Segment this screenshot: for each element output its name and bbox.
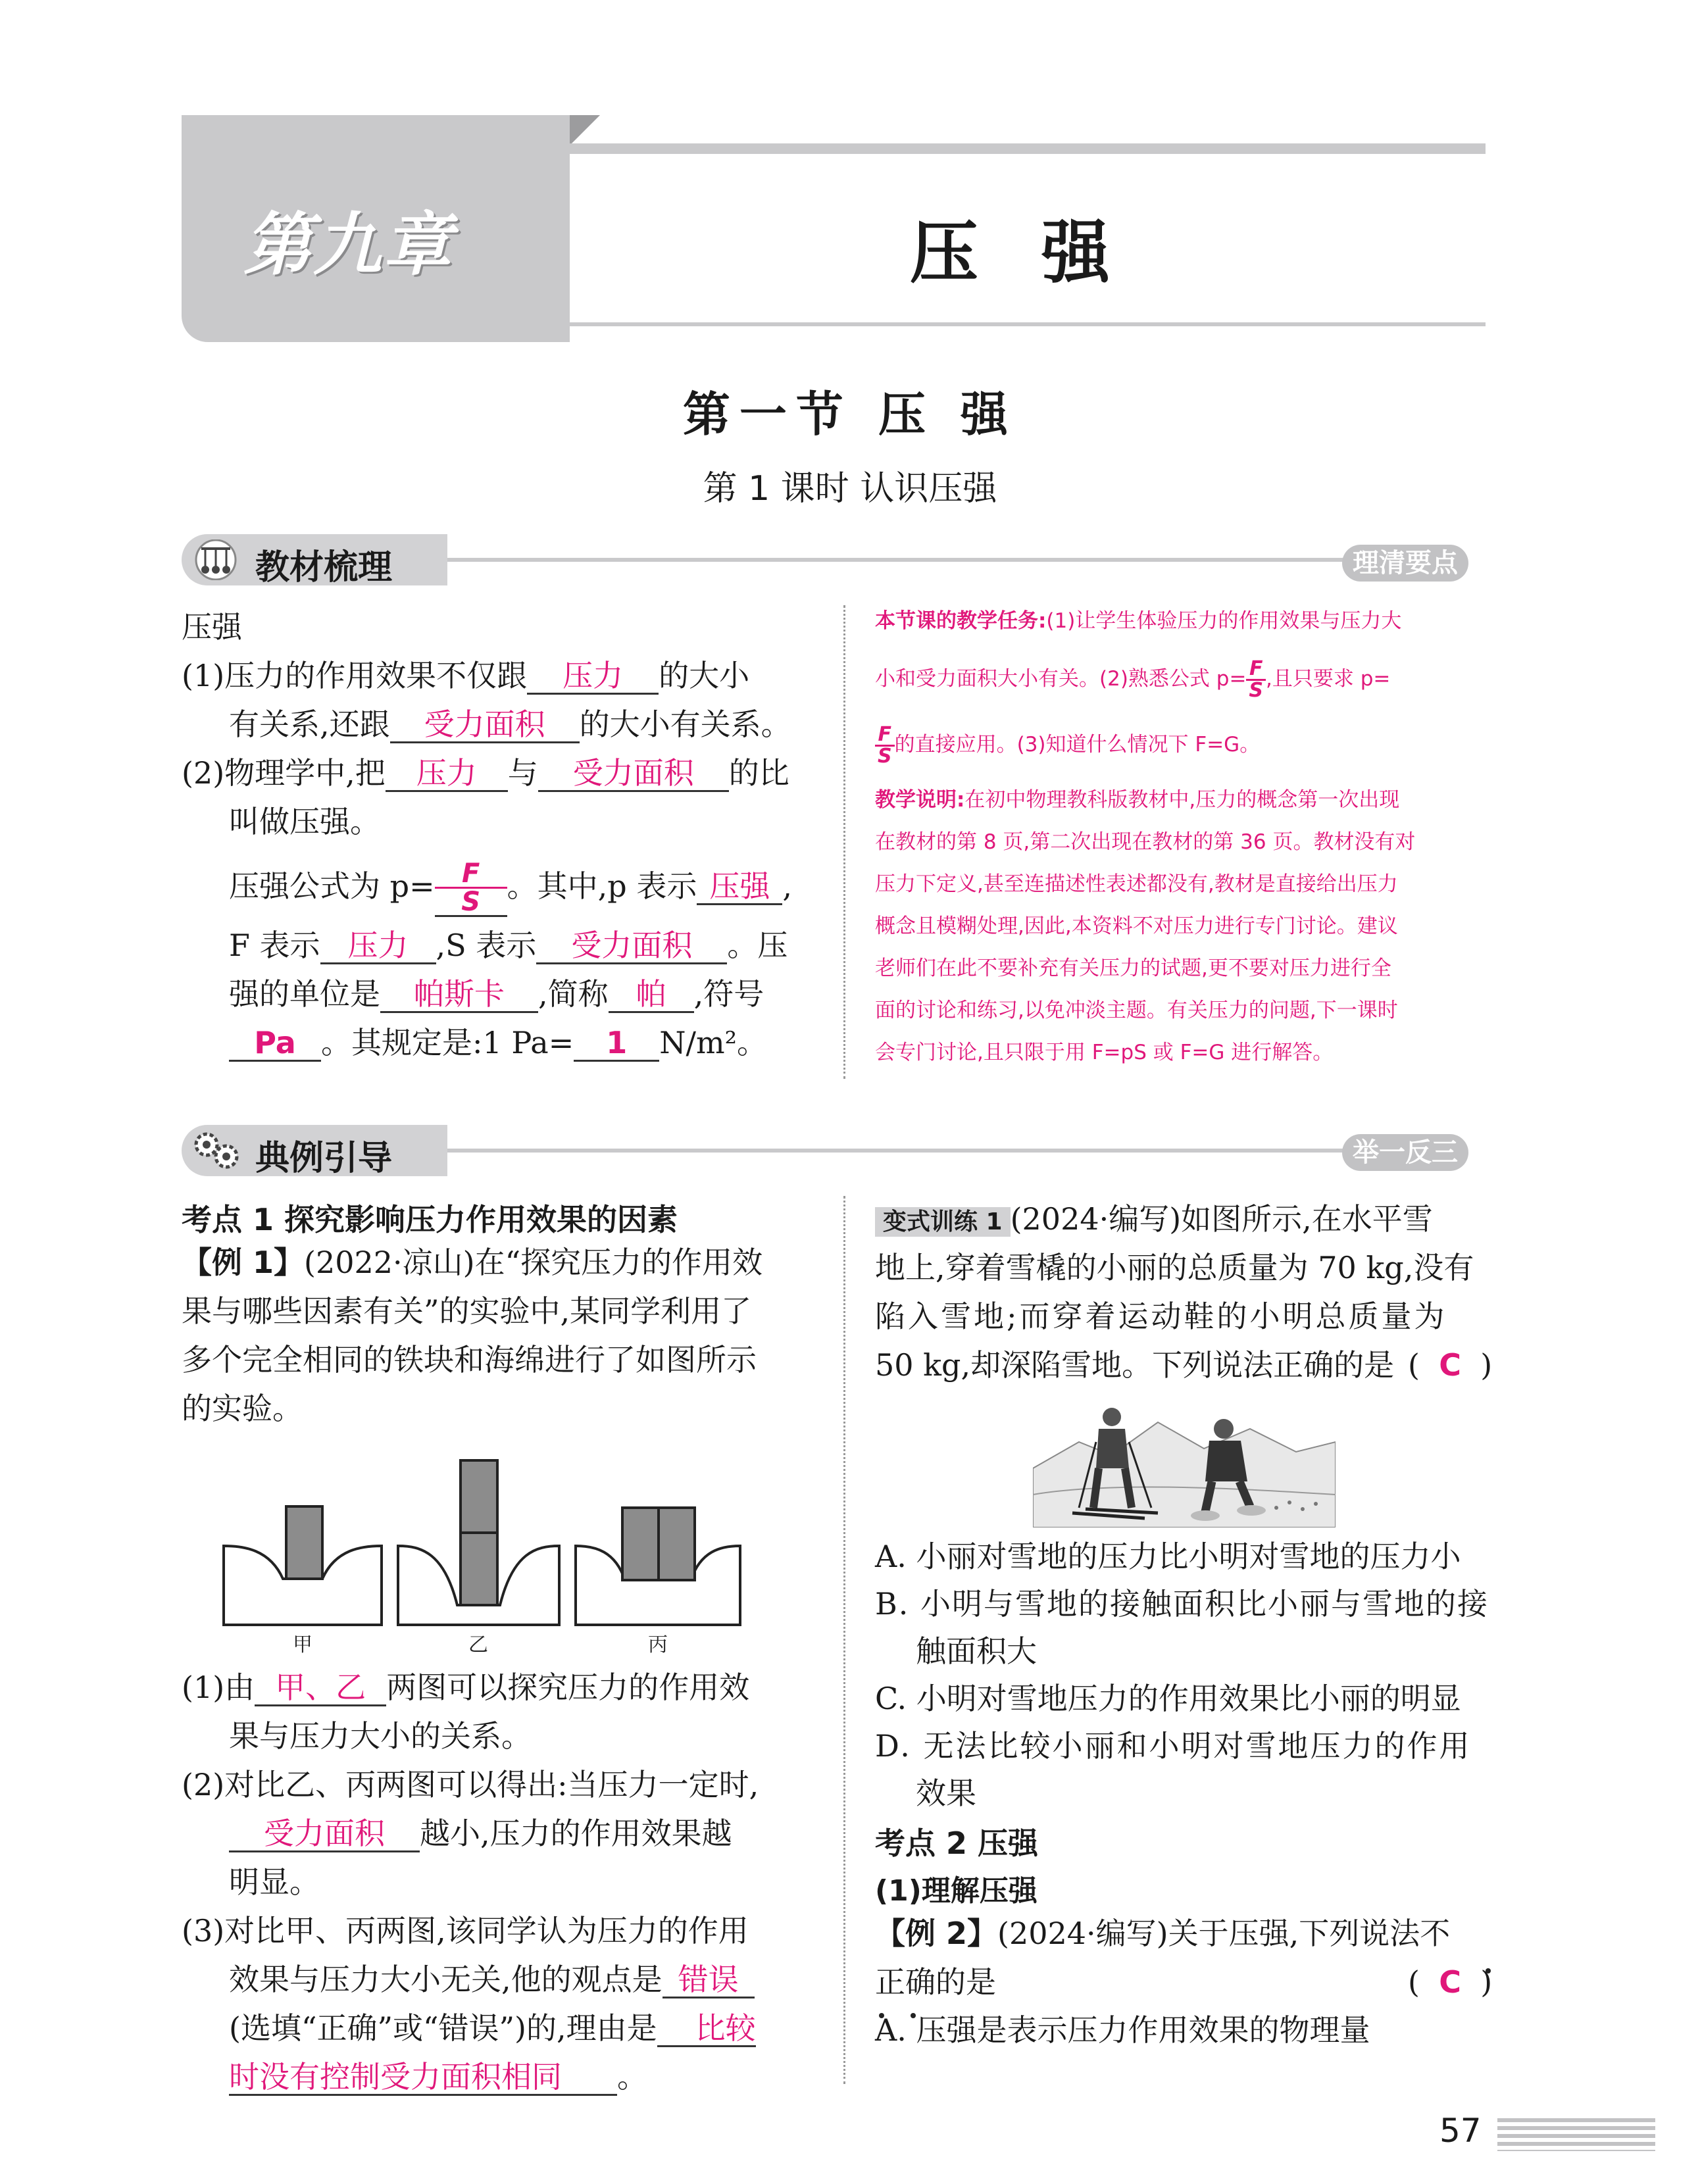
section-bar-1-title: 教材梳理 [255,548,393,587]
blank-symbol[interactable]: Pa [229,1026,321,1062]
teacher-note-line-5: 老师们在此不要补充有关压力的试题,更不要对压力进行全 [875,956,1391,980]
fig-label-yi: 乙 [468,1633,488,1656]
variant-1-line-4: 50 kg,却深陷雪地。下列说法正确的是 [875,1347,1395,1383]
blank-q2[interactable]: 受力面积 [229,1817,420,1852]
section-title: 第一节 压 强 [682,386,1018,442]
example-2-answer-bracket[interactable]: ( C ) [1408,1964,1493,2000]
banner-corner [570,115,600,145]
example-2-line-2: 正确的是 [875,1964,996,2000]
q2-line-1: (2)对比乙、丙两图可以得出:当压力一定时, [182,1767,759,1802]
blank-area-1[interactable]: 受力面积 [390,708,580,743]
q3-line-3: (选填“正确”或“错误”)的,理由是 比较 [229,2010,756,2046]
example-1-line-1: 【例 1】(2022·凉山)在“探究压力的作用效 [182,1245,763,1280]
banner-top-rule [570,143,1486,154]
section-bar-2-tag: 举一反三 [1342,1134,1468,1171]
variant-1-option-d[interactable]: D. 无法比较小丽和小明对雪地压力的作用 [875,1728,1472,1764]
blank-definition[interactable]: 1 [574,1026,659,1062]
teacher-task-line-2: 小和受力面积大小有关。(2)熟悉公式 p= $\frac{F}{S}$ ,且只要求 p= [875,657,1391,702]
teacher-formula-1: $\frac{F}{S}$ [1246,659,1266,701]
blank-q1[interactable]: 甲、乙 [255,1671,386,1706]
banner-bottom-rule [570,322,1486,326]
q1-line-1: (1)由 甲、乙 两图可以探究压力的作用效 [182,1670,750,1705]
blank-unit-short[interactable]: 帕 [609,978,694,1013]
example-2-line-1: 【例 2】(2024·编写)关于压强,下列说法不 [875,1916,1451,1951]
variant-1-answer: C [1439,1347,1461,1383]
blank-s-meaning[interactable]: 受力面积 [536,929,727,964]
variable-line: F 表示 压力 ,S 表示 受力面积 。压 [229,928,788,963]
column-divider-2 [843,1196,845,2084]
summary-heading: 压强 [182,609,242,645]
kaodian-1: 考点 1 探究影响压力作用效果的因素 [182,1202,678,1237]
q3-line-1: (3)对比甲、丙两图,该同学认为压力的作用 [182,1913,749,1948]
variant-1-tag: 变式训练 1 [875,1207,1011,1237]
variant-1-line-1: 变式训练 1 (2024·编写)如图所示,在水平雪 [875,1195,1433,1247]
teacher-task-line-3: $\frac{F}{S}$ 的直接应用。(3)知道什么情况下 F=G。 [875,724,1260,766]
q2-line-3: 明显。 [229,1864,320,1900]
iron-block-jia [286,1506,322,1579]
teacher-note-line-7: 会专门讨论,且只限于用 F=pS 或 F=G 进行解答。 [875,1041,1334,1064]
unit-line: 强的单位是 帕斯卡 ,简称 帕 ,符号 [229,976,764,1012]
blank-q3-reason-1[interactable]: 比较 [657,2012,756,2047]
blank-pressure-1[interactable]: 压力 [527,659,659,695]
summary-item-2-line-2: 叫做压强。 [229,804,380,839]
q3-line-4: 时没有控制受力面积相同 。 [229,2059,647,2095]
blank-formula[interactable]: $\frac{F}{S}$ [435,860,507,917]
blank-unit[interactable]: 帕斯卡 [380,978,538,1013]
variant-1-option-b[interactable]: B. 小明与雪地的接触面积比小丽与雪地的接 [875,1586,1489,1622]
kaodian-2: 考点 2 压强 [875,1825,1039,1861]
blank-p-meaning[interactable]: 压强 [697,870,782,905]
blank-q3-opinion[interactable]: 错误 [662,1963,755,1998]
pendulum-icon [191,539,243,583]
kaodian-2-sub: (1)理解压强 [875,1874,1038,1908]
variant-1-answer-bracket[interactable]: ( C ) [1408,1347,1493,1383]
variant-1-line-2: 地上,穿着雪橇的小丽的总质量为 70 kg,没有 [875,1250,1474,1285]
summary-item-2-line-1: (2)物理学中,把 压力 与 受力面积 的比 [182,755,789,791]
teacher-note-line-6: 面的讨论和练习,以免冲淡主题。有关压力的问题,下一课时 [875,999,1398,1022]
teacher-note-line-4: 概念且模糊处理,因此,本资料不对压力进行专门讨论。建议 [875,914,1398,938]
summary-item-1-line-1: (1)压力的作用效果不仅跟 压力 的大小 [182,658,750,693]
page-number: 57 [1439,2112,1482,2150]
section-bar-2-rule [447,1149,1355,1153]
iron-block-bing-left [622,1508,659,1580]
example-1-line-4: 的实验。 [182,1391,303,1426]
example-1-line-2: 果与哪些因素有关”的实验中,某同学利用了 [182,1293,752,1329]
section-bar-1-tag: 理清要点 [1342,545,1468,582]
q1-line-2: 果与压力大小的关系。 [229,1718,532,1754]
iron-block-yi-bottom [461,1533,497,1605]
teacher-note-line-3: 压力下定义,甚至连描述性表述都没有,教材是直接给出压力 [875,872,1398,896]
symbol-line: Pa 。其规定是:1 Pa= 1 N/m²。 [229,1018,767,1067]
example-2-answer: C [1439,1964,1461,2000]
fig-label-bing: 丙 [648,1633,668,1656]
blank-q3-reason-2[interactable]: 时没有控制受力面积相同 [229,2060,617,2096]
section-bar-1-rule [447,558,1355,562]
variant-1-option-b-cont: 触面积大 [916,1633,1037,1669]
column-divider-1 [843,605,845,1079]
summary-item-1-line-2: 有关系,还跟 受力面积 的大小有关系。 [229,707,791,742]
formula-line: 压强公式为 p= $\frac{F}{S}$ 。其中,p 表示 压强 , [229,858,792,917]
blank-area-2[interactable]: 受力面积 [538,757,729,792]
lesson-title: 第 1 课时 认识压强 [703,469,997,509]
teacher-task-line-1: 本节课的教学任务:(1)让学生体验压力的作用效果与压力大 [875,609,1402,633]
variant-1-line-3: 陷入雪地;而穿着运动鞋的小明总质量为 [875,1299,1447,1334]
section-bar-2-title: 典例引导 [255,1139,393,1178]
skiing-illustration [1033,1396,1336,1530]
chapter-label: 第九章 [243,205,453,285]
experiment-figure-svg [217,1434,783,1658]
chapter-title: 压 强 [909,212,1130,293]
teacher-note-line-2: 在教材的第 8 页,第二次出现在教材的第 36 页。教材没有对 [875,830,1416,854]
q2-line-2: 受力面积 越小,压力的作用效果越 [229,1809,732,1858]
blank-f-meaning[interactable]: 压力 [320,929,436,964]
variant-1-option-c[interactable]: C. 小明对雪地压力的作用效果比小丽的明显 [875,1681,1461,1716]
iron-block-yi-top [461,1460,497,1533]
teacher-formula-2: $\frac{F}{S}$ [875,725,895,766]
blank-pressure-2[interactable]: 压力 [386,757,508,792]
experiment-figure [217,1434,783,1660]
skiing-illustration-svg [1033,1396,1336,1527]
iron-block-bing-right [659,1508,695,1580]
example-1-line-3: 多个完全相同的铁块和海绵进行了如图所示 [182,1342,757,1377]
q3-line-2: 效果与压力大小无关,他的观点是 错误 [229,1955,755,2004]
gears-icon [191,1129,243,1175]
page-number-stripes [1497,2118,1655,2151]
variant-1-option-a[interactable]: A. 小丽对雪地的压力比小明对雪地的压力小 [875,1539,1461,1574]
fig-label-jia: 甲 [293,1633,312,1656]
example-2-option-a[interactable]: A. 压强是表示压力作用效果的物理量 [875,2012,1370,2048]
variant-1-option-d-cont: 效果 [916,1775,976,1811]
teacher-note-line-1: 教学说明:在初中物理教科版教材中,压力的概念第一次出现 [875,788,1400,812]
